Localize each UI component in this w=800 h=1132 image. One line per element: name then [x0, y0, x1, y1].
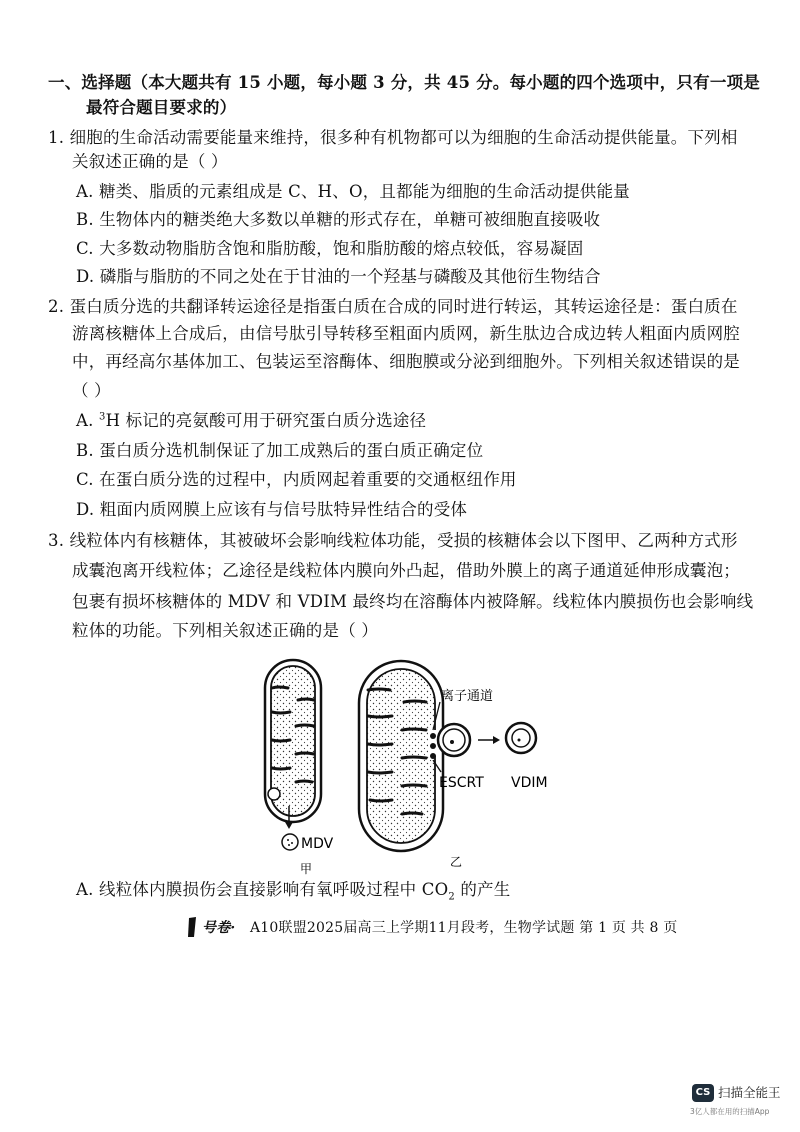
section-heading-cont: 最符合题目要求的）	[86, 98, 237, 117]
q2-stem-cont2: 中，再经高尔基体加工、包装运至溶酶体、细胞膜或分泌到细胞外。下列相关叙述错误的是	[72, 352, 740, 371]
q1-stem-cont: 关叙述正确的是（ ）	[72, 152, 228, 171]
vdim-label: VDIM	[511, 775, 548, 791]
footer-brand: 号卷·	[202, 920, 236, 936]
q3-option-a-text: A. 线粒体内膜损伤会直接影响有氧呼吸过程中 CO	[76, 880, 449, 899]
ion-channel-label: 离子通道	[441, 689, 494, 704]
q3-option-a	[76, 879, 510, 901]
q2-option-a-prefix: A.	[76, 411, 100, 430]
q3-option-a-sub: 2	[448, 891, 455, 903]
q2-option-a-sup: 3	[99, 411, 106, 423]
camscanner-badge-icon: CS	[692, 1084, 714, 1102]
camscanner-tagline: 3亿人都在用的扫描App	[690, 1107, 770, 1116]
q2-option-d: D. 粗面内质网膜上应该有与信号肽特异性结合的受体	[76, 500, 468, 519]
mitochondrion-jia	[265, 660, 321, 850]
q3-stem: 3. 线粒体内有核糖体，其被破坏会影响线粒体功能，受损的核糖体会以下图甲、乙两种方式形	[48, 531, 738, 550]
section-heading: 一、选择题（本大题共有 15 小题，每小题 3 分，共 45 分。每小题的四个选项中，只有一项是	[48, 73, 760, 92]
q3-option-a-end: 的产生	[454, 880, 511, 899]
brand-logo-icon	[186, 916, 200, 938]
q2-stem: 2. 蛋白质分选的共翻译转运途径是指蛋白质在合成的同时进行转运，其转运途径是：蛋白质在	[48, 297, 738, 316]
q3-stem-cont1: 成囊泡离开线粒体；乙途径是线粒体内膜向外凸起，借助外膜上的离子通道延伸形成囊泡；	[72, 561, 740, 580]
escrt-label: ESCRT	[439, 775, 484, 791]
camscanner-name: 扫描全能王	[718, 1085, 781, 1100]
figure-label-jia: 甲	[300, 862, 313, 876]
q1-option-b: B. 生物体内的糖类绝大多数以单糖的形式存在，单糖可被细胞直接吸收	[76, 210, 601, 229]
figure-label-yi: 乙	[450, 855, 463, 869]
q3-stem-cont3: 粒体的功能。下列相关叙述正确的是（ ）	[72, 621, 379, 640]
q1-option-a: A. 糖类、脂质的元素组成是 C、H、O，且都能为细胞的生命活动提供能量	[76, 182, 630, 201]
mdv-label: MDV	[301, 836, 334, 852]
footer-info: A10联盟2025届高三上学期11月段考，生物学试题 第 1 页 共 8 页	[250, 920, 678, 936]
q3-stem-cont2: 包裹有损坏核糖体的 MDV 和 VDIM 最终均在溶酶体内被降解。线粒体内膜损伤也会影响线	[72, 592, 754, 611]
q2-option-b: B. 蛋白质分选机制保证了加工成熟后的蛋白质正确定位	[76, 441, 484, 460]
q2-option-a-text: H 标记的亮氨酸可用于研究蛋白质分选途径	[105, 411, 427, 430]
q2-option-c: C. 在蛋白质分选的过程中，内质网起着重要的交通枢纽作用	[76, 470, 517, 489]
q1-option-c: C. 大多数动物脂肪含饱和脂肪酸，饱和脂肪酸的熔点较低，容易凝固	[76, 239, 584, 258]
q2-stem-cont1: 游离核糖体上合成后，由信号肽引导转移至粗面内质网，新生肽边合成边转人粗面内质网腔	[72, 324, 740, 343]
q2-stem-cont3: （ ）	[72, 381, 111, 400]
q1-option-d: D. 磷脂与脂肪的不同之处在于甘油的一个羟基与磷酸及其他衍生物结合	[76, 267, 601, 286]
q1-stem: 1. 细胞的生命活动需要能量来维持，很多种有机物都可以为细胞的生命活动提供能量。下列相	[48, 128, 738, 147]
